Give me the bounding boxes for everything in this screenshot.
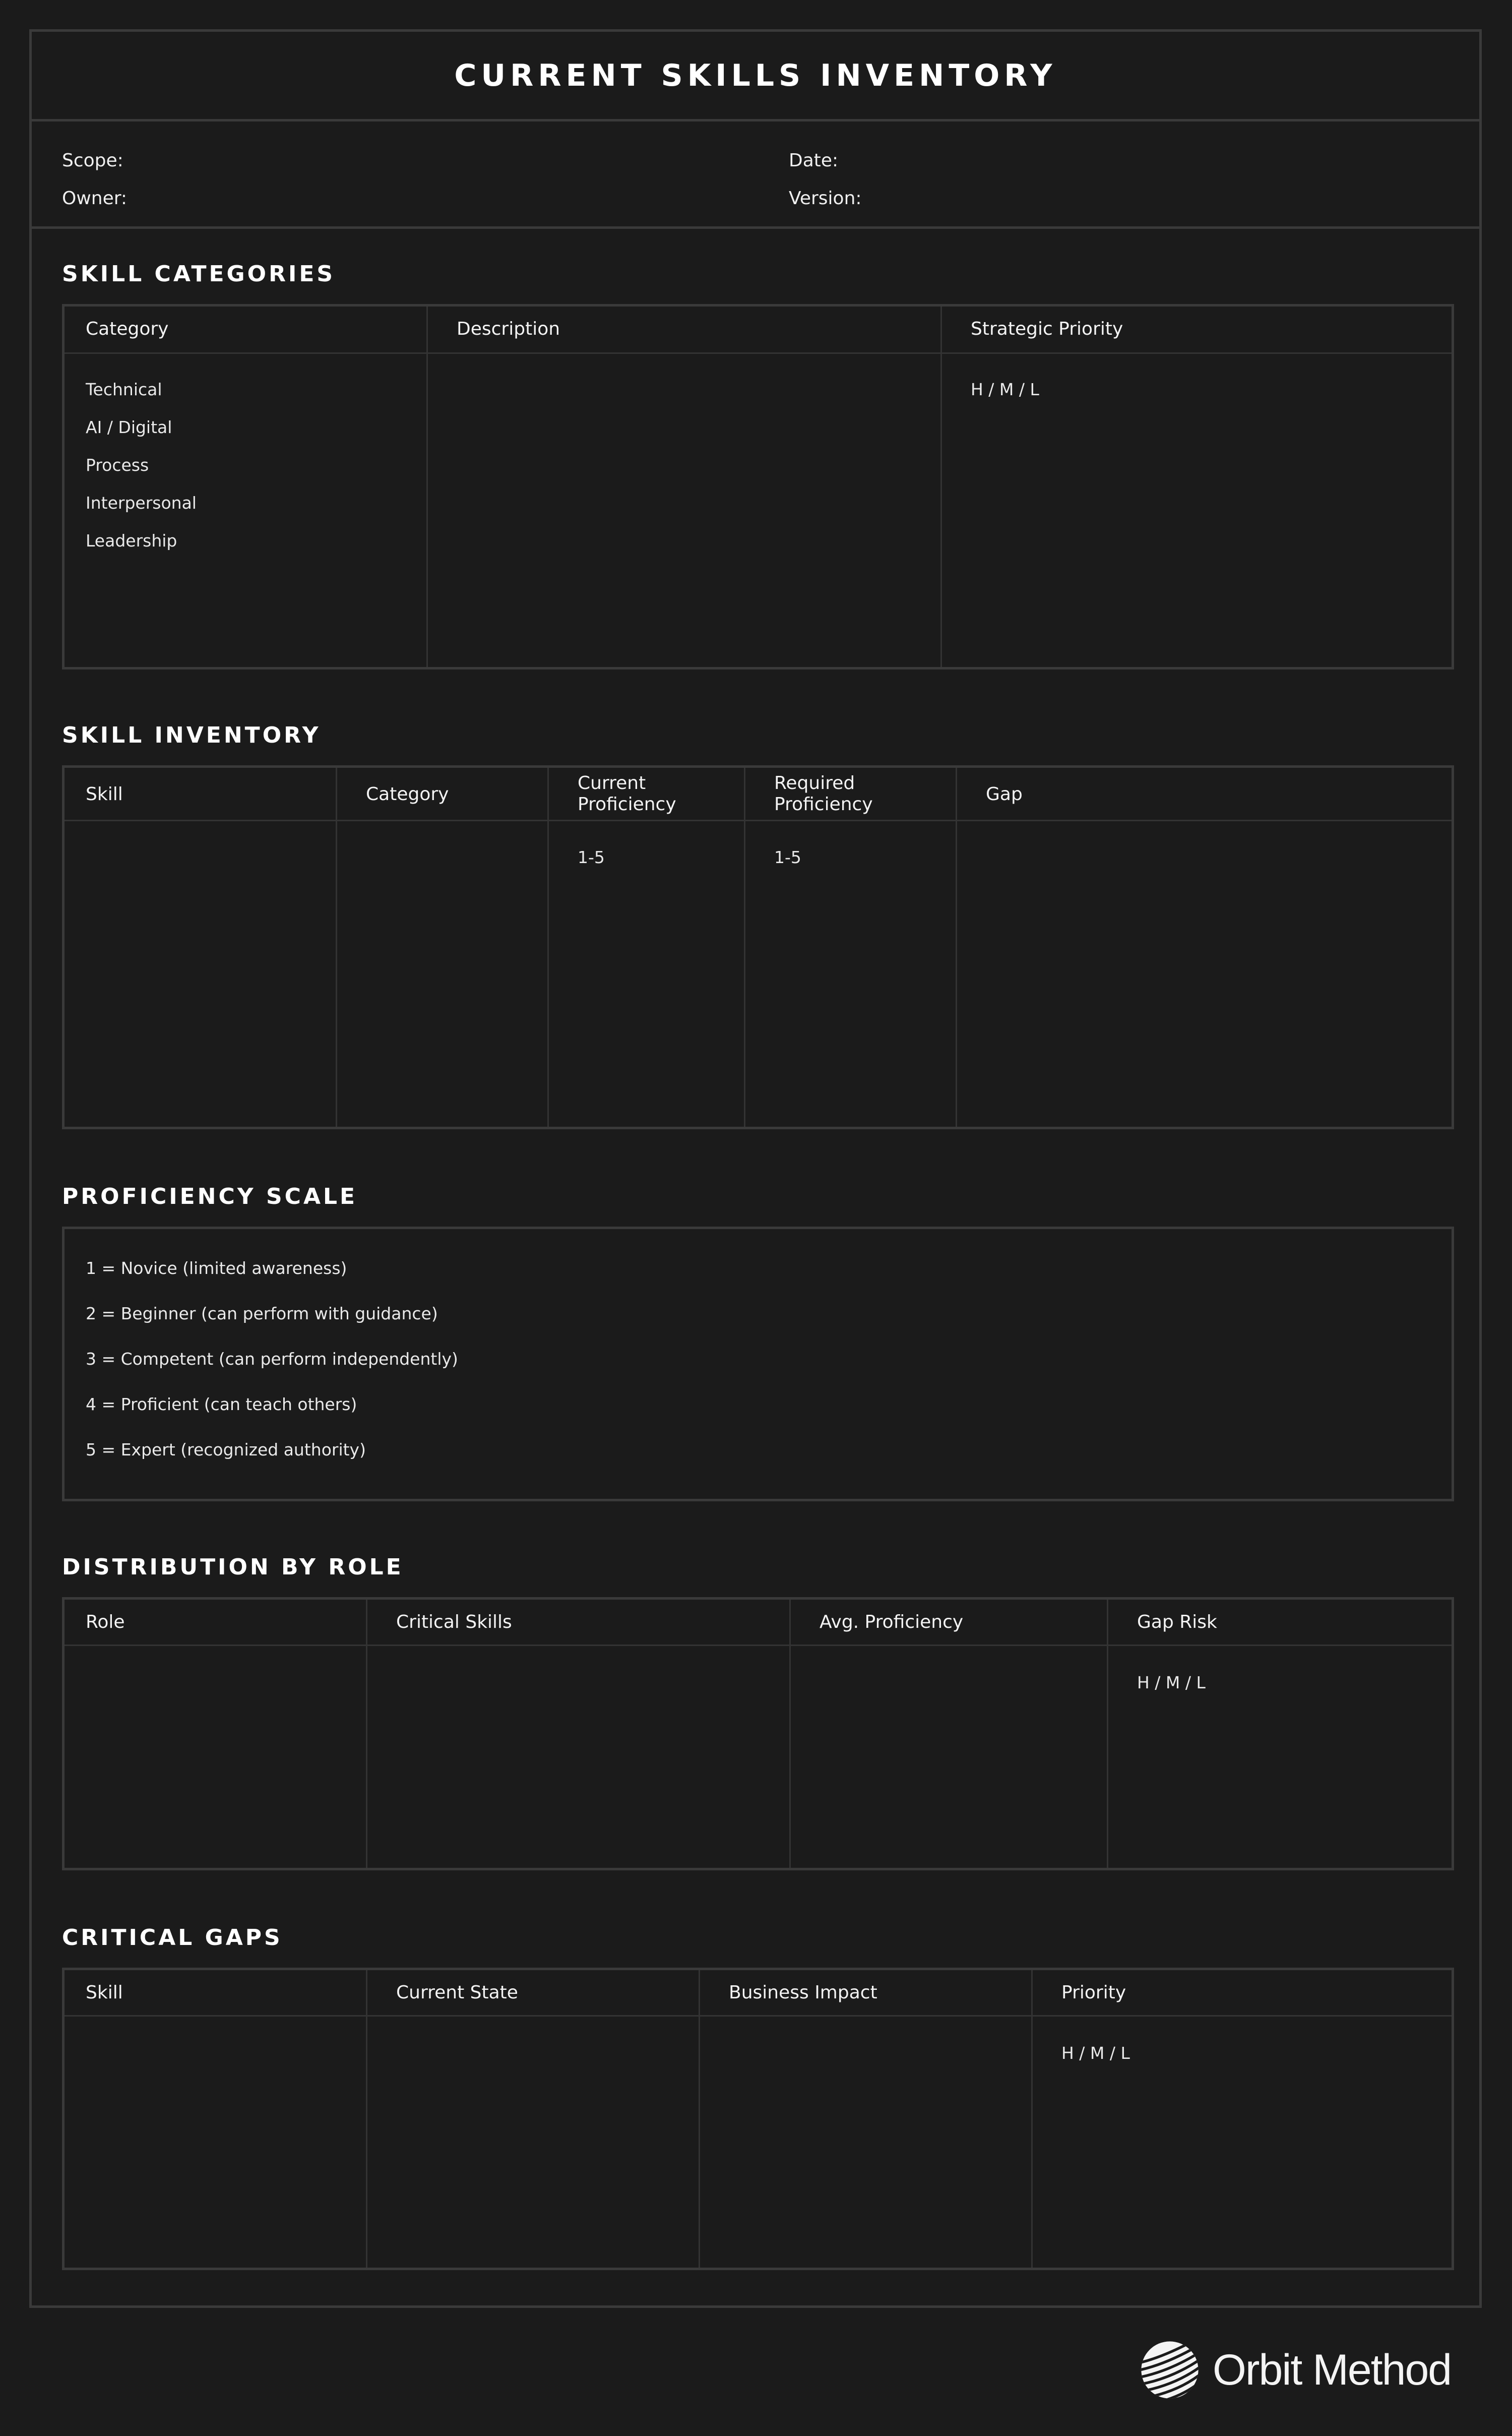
date-label: Date: xyxy=(789,150,839,171)
column-divider xyxy=(956,768,957,1127)
column-divider xyxy=(336,768,337,1127)
column-divider xyxy=(426,307,428,667)
proficiency-scale-heading: PROFICIENCY SCALE xyxy=(62,1184,358,1209)
header-category: Category xyxy=(366,784,449,805)
proficiency-scale-box xyxy=(62,1227,1454,1501)
header-gap-risk: Gap Risk xyxy=(1137,1612,1217,1632)
column-divider xyxy=(366,1970,367,2268)
table-header xyxy=(65,768,1452,821)
version-label: Version: xyxy=(789,188,862,209)
header-required-proficiency: Required Proficiency xyxy=(774,773,873,815)
header-business-impact: Business Impact xyxy=(729,1982,877,2003)
column-divider xyxy=(547,768,549,1127)
header-role: Role xyxy=(86,1612,125,1632)
header-strategic-priority: Strategic Priority xyxy=(971,319,1123,339)
document-title: CURRENT SKILLS INVENTORY xyxy=(454,57,1057,93)
column-divider xyxy=(744,768,745,1127)
scope-label: Scope: xyxy=(62,150,123,171)
skill-categories-table xyxy=(62,304,1454,669)
priority-hint: H / M / L xyxy=(971,380,1039,399)
scale-item: 4 = Proficient (can teach others) xyxy=(86,1394,357,1414)
distribution-by-role-table xyxy=(62,1597,1454,1870)
striped-sphere-icon xyxy=(1140,2340,1200,2400)
title-bar xyxy=(32,32,1479,121)
category-item: AI / Digital xyxy=(86,417,172,437)
header-skill: Skill xyxy=(86,784,123,805)
header-avg-proficiency: Avg. Proficiency xyxy=(820,1612,964,1632)
header-skill: Skill xyxy=(86,1982,123,2003)
worksheet xyxy=(29,29,1482,2308)
scale-item: 1 = Novice (limited awareness) xyxy=(86,1258,347,1278)
brand-name: Orbit Method xyxy=(1213,2345,1452,2394)
header-priority: Priority xyxy=(1061,1982,1126,2003)
column-divider xyxy=(366,1600,367,1868)
header-category: Category xyxy=(86,319,169,339)
brand-logo xyxy=(1140,2340,1451,2400)
required-proficiency-hint: 1-5 xyxy=(774,847,801,867)
header-current-proficiency: Current Proficiency xyxy=(578,773,676,815)
skill-inventory-heading: SKILL INVENTORY xyxy=(62,722,321,748)
distribution-by-role-heading: DISTRIBUTION BY ROLE xyxy=(62,1554,404,1580)
header-description: Description xyxy=(457,319,560,339)
meta-fields xyxy=(32,121,1479,229)
table-header xyxy=(65,1600,1452,1646)
critical-gaps-table xyxy=(62,1968,1454,2270)
category-item: Leadership xyxy=(86,531,177,551)
column-divider xyxy=(789,1600,791,1868)
critical-gaps-heading: CRITICAL GAPS xyxy=(62,1925,283,1951)
skill-inventory-table xyxy=(62,765,1454,1129)
owner-label: Owner: xyxy=(62,188,128,209)
scale-item: 3 = Competent (can perform independently) xyxy=(86,1349,458,1369)
column-divider xyxy=(1031,1970,1033,2268)
category-item: Technical xyxy=(86,380,162,399)
priority-hint: H / M / L xyxy=(1061,2043,1130,2063)
column-divider xyxy=(1107,1600,1108,1868)
table-header xyxy=(65,307,1452,354)
header-current-state: Current State xyxy=(396,1982,518,2003)
scale-item: 5 = Expert (recognized authority) xyxy=(86,1440,366,1459)
header-critical-skills: Critical Skills xyxy=(396,1612,512,1632)
scale-item: 2 = Beginner (can perform with guidance) xyxy=(86,1304,438,1323)
column-divider xyxy=(940,307,942,667)
category-item: Interpersonal xyxy=(86,493,197,513)
skill-categories-heading: SKILL CATEGORIES xyxy=(62,261,336,287)
header-gap: Gap xyxy=(986,784,1023,805)
gap-risk-hint: H / M / L xyxy=(1137,1673,1206,1692)
current-proficiency-hint: 1-5 xyxy=(578,847,605,867)
column-divider xyxy=(699,1970,700,2268)
category-item: Process xyxy=(86,455,149,475)
